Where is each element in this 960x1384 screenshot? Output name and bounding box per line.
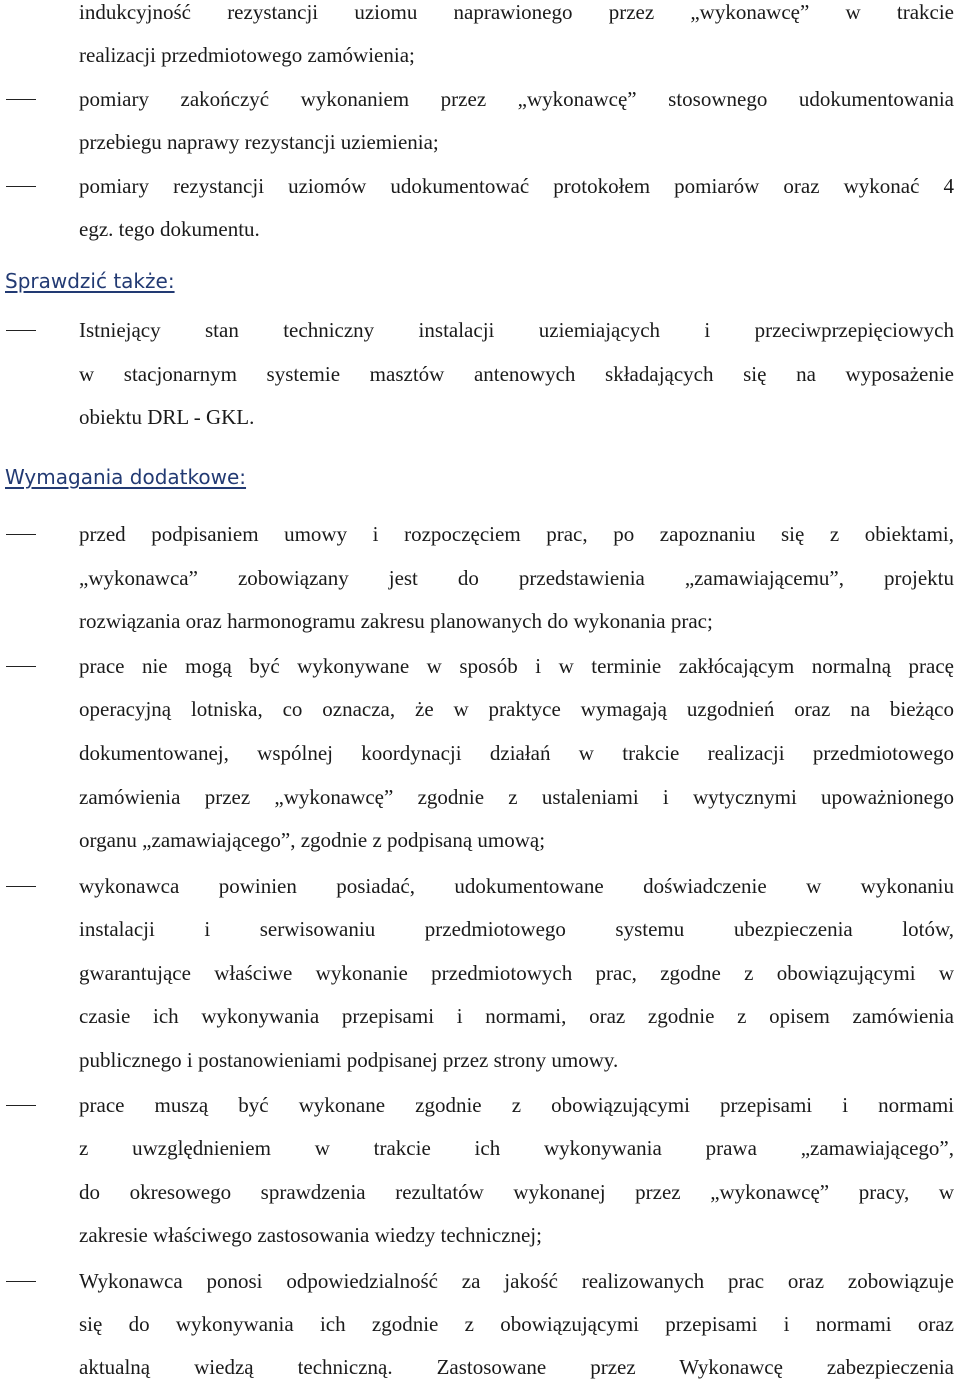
paragraph-text: indukcyjność rezystancji uziomu naprawionego przez „wykonawcę” w trakcie: [79, 0, 954, 24]
paragraph-text: w stacjonarnym systemie masztów antenowych składających się na wyposażenie: [79, 362, 954, 386]
heading-wymagania-dodatkowe: Wymagania dodatkowe:: [5, 465, 247, 489]
text-line: [0, 127, 960, 157]
list-dash-bullet: [6, 330, 36, 331]
paragraph-text: pomiary zakończyć wykonaniem przez „wykonawcę” stosownego udokumentowania: [79, 87, 954, 111]
paragraph-text: zamówienia przez „wykonawcę” zgodnie z ustaleniami i wytycznymi upoważnionego: [79, 785, 954, 809]
text-line: [0, 694, 960, 724]
text-line: [0, 171, 960, 201]
paragraph-text: organu „zamawiającego”, zgodnie z podpisaną umową;: [79, 828, 546, 852]
text-line: [0, 1001, 960, 1031]
paragraph-text: dokumentowanej, wspólnej koordynacji działań w trakcie realizacji przedmiotowego: [79, 741, 954, 765]
list-dash-bullet: [6, 99, 36, 100]
paragraph-text: zakresie właściwego zastosowania wiedzy technicznej;: [79, 1223, 542, 1247]
paragraph-text: pomiary rezystancji uziomów udokumentować protokołem pomiarów oraz wykonać 4: [79, 174, 954, 198]
text-line: [0, 871, 960, 901]
text-line: [0, 402, 960, 432]
text-line: [0, 1177, 960, 1207]
text-line: [0, 651, 960, 681]
text-line: [0, 1352, 960, 1382]
text-line: [0, 782, 960, 812]
text-line: [0, 84, 960, 114]
paragraph-text: prace muszą być wykonane zgodnie z obowiązującymi przepisami i normami: [79, 1093, 954, 1117]
list-dash-bullet: [6, 1105, 36, 1106]
text-line: [0, 825, 960, 855]
paragraph-text: prace nie mogą być wykonywane w sposób i w terminie zakłócającym normalną pracę: [79, 654, 954, 678]
paragraph-text: rozwiązania oraz harmonogramu zakresu planowanych do wykonania prac;: [79, 609, 713, 633]
paragraph-text: Istniejący stan techniczny instalacji uziemiających i przeciwprzepięciowych: [79, 318, 954, 342]
paragraph-text: obiektu DRL - GKL.: [79, 405, 255, 429]
list-dash-bullet: [6, 186, 36, 187]
paragraph-text: czasie ich wykonywania przepisami i normami, oraz zgodnie z opisem zamówienia: [79, 1004, 954, 1028]
text-line: [0, 914, 960, 944]
paragraph-text: operacyjną lotniska, co oznacza, że w praktyce wymagają uzgodnień oraz na bieżąco: [79, 697, 954, 721]
text-line: [0, 0, 960, 27]
text-line: [0, 1309, 960, 1339]
paragraph-text: egz. tego dokumentu.: [79, 217, 260, 241]
list-dash-bullet: [6, 886, 36, 887]
text-line: [0, 40, 960, 70]
paragraph-text: wykonawca powinien posiadać, udokumentowane doświadczenie w wykonaniu: [79, 874, 954, 898]
text-line: [0, 1090, 960, 1120]
text-line: [0, 1133, 960, 1163]
paragraph-text: do okresowego sprawdzenia rezultatów wykonanej przez „wykonawcę” pracy, w: [79, 1180, 954, 1204]
paragraph-text: realizacji przedmiotowego zamówienia;: [79, 43, 415, 67]
paragraph-text: przed podpisaniem umowy i rozpoczęciem prac, po zapoznaniu się z obiektami,: [79, 522, 954, 546]
text-line: [0, 315, 960, 345]
paragraph-text: z uwzględnieniem w trakcie ich wykonywania prawa „zamawiającego”,: [79, 1136, 954, 1160]
text-line: [0, 958, 960, 988]
text-line: [0, 359, 960, 389]
text-line: [0, 606, 960, 636]
paragraph-text: „wykonawca” zobowiązany jest do przedstawienia „zamawiającemu”, projektu: [79, 566, 954, 590]
paragraph-text: się do wykonywania ich zgodnie z obowiązującymi przepisami i normami oraz: [79, 1312, 954, 1336]
paragraph-text: instalacji i serwisowaniu przedmiotowego systemu ubezpieczenia lotów,: [79, 917, 954, 941]
text-line: [0, 519, 960, 549]
paragraph-text: Wykonawca ponosi odpowiedzialność za jakość realizowanych prac oraz zobowiązuje: [79, 1269, 954, 1293]
list-dash-bullet: [6, 534, 36, 535]
paragraph-text: gwarantujące właściwe wykonanie przedmiotowych prac, zgodne z obowiązującymi w: [79, 961, 954, 985]
text-line: [0, 563, 960, 593]
list-dash-bullet: [6, 1281, 36, 1282]
text-line: [0, 1266, 960, 1296]
text-line: [0, 738, 960, 768]
heading-sprawdzic-takze: Sprawdzić także:: [5, 269, 175, 293]
text-line: [0, 214, 960, 244]
paragraph-text: publicznego i postanowieniami podpisanej przez strony umowy.: [79, 1048, 619, 1072]
text-line: [0, 1220, 960, 1250]
paragraph-text: przebiegu naprawy rezystancji uziemienia;: [79, 130, 439, 154]
paragraph-text: aktualną wiedzą techniczną. Zastosowane przez Wykonawcę zabezpieczenia: [79, 1355, 954, 1379]
text-line: [0, 1045, 960, 1075]
list-dash-bullet: [6, 666, 36, 667]
